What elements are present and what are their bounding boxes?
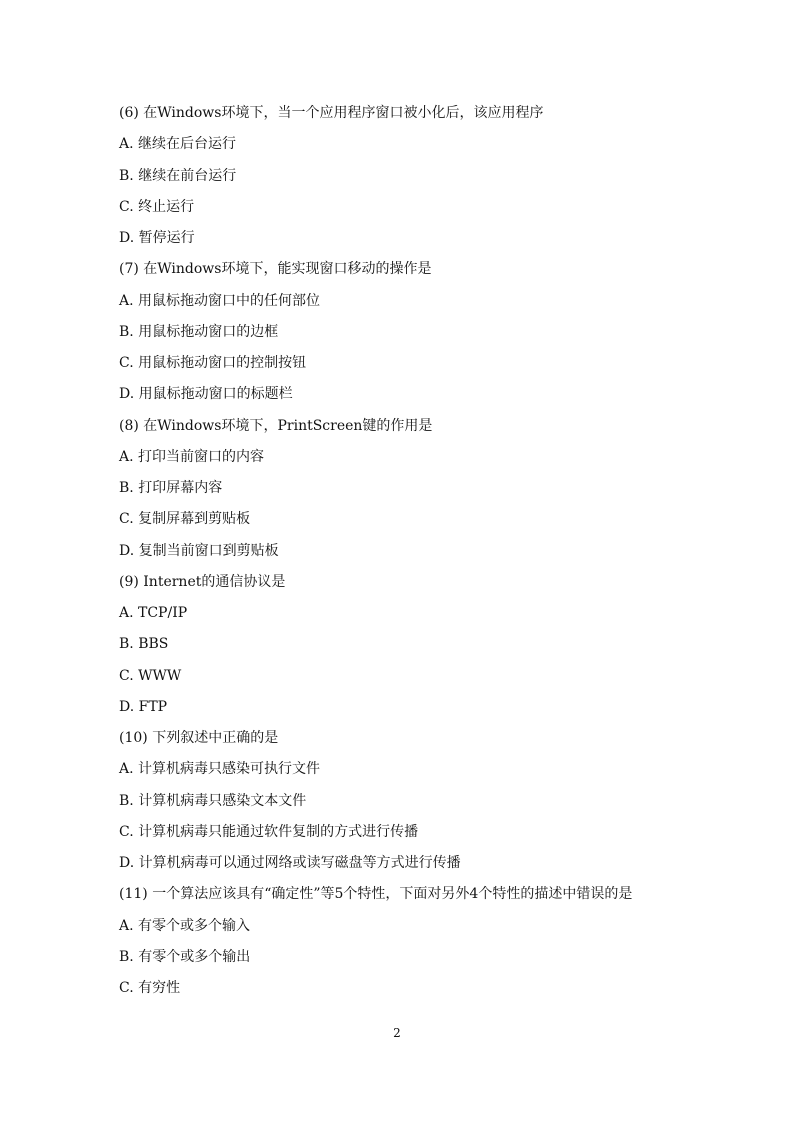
question-11-option-b: B. 有零个或多个输出: [119, 948, 251, 965]
question-10-stem: (10) 下列叙述中正确的是: [119, 730, 279, 746]
document-body: [119, 98, 719, 1004]
question-6-stem: (6) 在Windows环境下，当一个应用程序窗口被小化后，该应用程序: [119, 105, 544, 121]
question-9-option-b: B. BBS: [119, 636, 169, 653]
question-8-option-b: B. 打印屏幕内容: [119, 480, 223, 496]
question-6-option-c: C. 终止运行: [119, 198, 195, 215]
question-8-stem: (8) 在Windows环境下，PrintScreen键的作用是: [119, 417, 433, 434]
question-10-option-c: C. 计算机病毒只能通过软件复制的方式进行传播: [119, 823, 419, 840]
question-8-option-d: D. 复制当前窗口到剪贴板: [119, 542, 279, 559]
question-11-option-c: C. 有穷性: [119, 980, 181, 996]
question-7-option-c: C. 用鼠标拖动窗口的控制按钮: [119, 355, 307, 371]
page-number: 2: [393, 1026, 401, 1040]
question-6-option-b: B. 继续在前台运行: [119, 167, 237, 184]
question-10-option-a: A. 计算机病毒只感染可执行文件: [119, 761, 321, 778]
question-9-option-d: D. FTP: [119, 698, 168, 715]
question-7-option-a: A. 用鼠标拖动窗口中的任何部位: [119, 292, 321, 309]
question-9-option-a: A. TCP/IP: [119, 605, 188, 621]
question-11-option-a: A. 有零个或多个输入: [119, 917, 251, 934]
question-6-option-d: D. 暂停运行: [119, 230, 195, 246]
question-9-option-c: C. WWW: [119, 667, 182, 684]
question-11-stem: (11) 一个算法应该具有“确定性”等5个特性，下面对另外4个特性的描述中错误的是: [119, 886, 633, 903]
question-7-option-b: B. 用鼠标拖动窗口的边框: [119, 323, 279, 340]
question-10-option-b: B. 计算机病毒只感染文本文件: [119, 792, 307, 809]
question-8-option-a: A. 打印当前窗口的内容: [119, 448, 265, 465]
question-10-option-d: D. 计算机病毒可以通过网络或读写磁盘等方式进行传播: [119, 855, 461, 871]
question-8-option-c: C. 复制屏幕到剪贴板: [119, 511, 251, 528]
question-6-option-a: A. 继续在后台运行: [119, 136, 237, 153]
question-7-option-d: D. 用鼠标拖动窗口的标题栏: [119, 386, 293, 403]
question-9-stem: (9) Internet的通信协议是: [119, 573, 286, 590]
question-7-stem: (7) 在Windows环境下，能实现窗口移动的操作是: [119, 261, 432, 278]
